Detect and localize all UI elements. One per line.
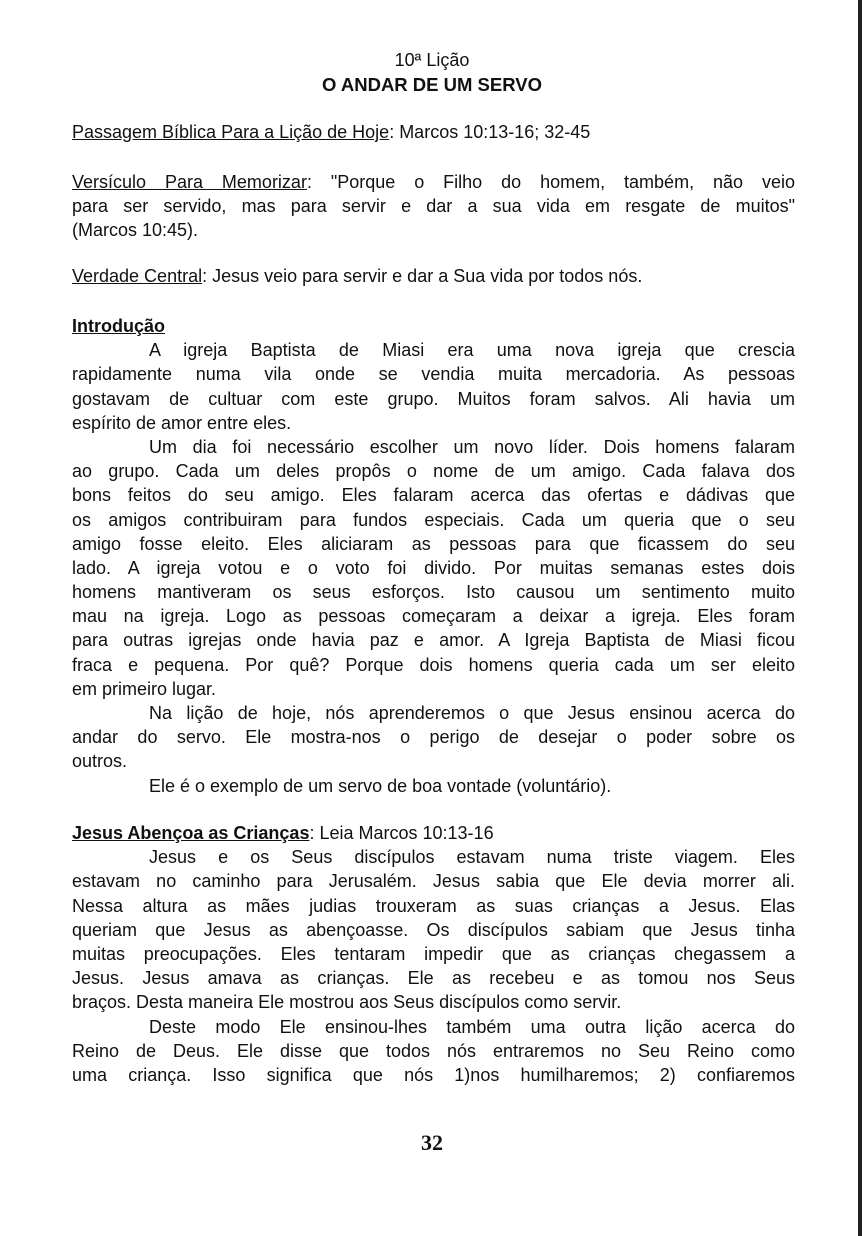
line-text: outros. <box>72 751 128 772</box>
text-line <box>72 918 795 942</box>
central-truth-section <box>72 264 795 288</box>
line-text: Na lição de hoje, nós aprenderemos o que Jesus ensinou acerca do <box>149 703 795 723</box>
line-text: lado. A igreja votou e o voto foi divido. Por muitas semanas estes dois <box>72 557 795 578</box>
line-text: Jesus. Jesus amava as crianças. Ele as recebeu e as tomou nos Seus <box>72 968 795 989</box>
text-line <box>72 942 795 966</box>
text-line <box>72 869 795 893</box>
scan-edge <box>858 0 862 1236</box>
line-text: ao grupo. Cada um deles propôs o nome de um amigo. Cada falava dos <box>72 461 795 482</box>
line-text: bons feitos do seu amigo. Eles falaram acerca das ofertas e dádivas que <box>72 485 795 506</box>
line-text: fraca e pequena. Por quê? Porque dois homens queria cada um ser eleito <box>72 654 795 675</box>
text-line <box>72 966 795 990</box>
section-label: Jesus Abençoa as Crianças <box>72 823 310 843</box>
line-text: andar do servo. Ele mostra-nos o perigo de desejar o poder sobre os <box>72 727 795 748</box>
line-text: mau na igreja. Logo as pessoas começaram a deixar a igreja. Eles foram <box>72 606 795 627</box>
text-line <box>72 725 795 749</box>
text-line <box>72 264 795 288</box>
section-label: Introdução <box>72 316 165 336</box>
line-text: (Marcos 10:45). <box>72 220 199 241</box>
line-text: estavam no caminho para Jerusalém. Jesus sabia que Ele devia morrer ali. <box>72 871 795 892</box>
text-line <box>72 120 795 144</box>
section-label: Versículo Para Memorizar <box>72 172 307 192</box>
text-line <box>72 701 795 725</box>
line-text: homens mantiveram os seus esforços. Isto causou um sentimento muito <box>72 582 795 603</box>
memory-verse-section <box>72 170 795 243</box>
line-text: : Marcos 10:13-16; 32-45 <box>389 122 591 142</box>
text-line <box>72 459 795 483</box>
line-text: gostavam de cultuar com este grupo. Muitos foram salvos. Ali havia um <box>72 388 795 409</box>
line-text: queriam que Jesus as abençoasse. Os discípulos sabiam que Jesus tinha <box>72 919 795 940</box>
lesson-title: O ANDAR DE UM SERVO <box>322 74 542 95</box>
text-line <box>72 677 795 701</box>
line-text: Reino de Deus. Ele disse que todos nós entraremos no Seu Reino como <box>72 1040 795 1061</box>
text-line <box>72 508 795 532</box>
text-line <box>72 845 795 869</box>
line-text: para outras igrejas onde havia paz e amor. A Igreja Baptista de Miasi ficou <box>72 630 795 651</box>
passage-section <box>72 120 795 144</box>
line-text: Ele é o exemplo de um servo de boa vontade (voluntário). <box>149 775 612 796</box>
text-line <box>72 1063 795 1087</box>
text-line <box>72 653 795 677</box>
text-line <box>72 483 795 507</box>
blessing-children-section <box>72 821 795 1087</box>
line-text: braços. Desta maneira Ele mostrou aos Seus discípulos como servir. <box>72 992 622 1013</box>
line-text: rapidamente numa vila onde se vendia muita mercadoria. As pessoas <box>72 364 795 385</box>
text-line <box>72 774 795 798</box>
line-text: Jesus e os Seus discípulos estavam numa triste viagem. Eles <box>149 847 795 868</box>
text-line <box>72 990 795 1014</box>
text-line <box>72 749 795 773</box>
text-line <box>72 628 795 652</box>
line-text: : Jesus veio para servir e dar a Sua vida por todos nós. <box>202 266 643 286</box>
text-line <box>72 1015 795 1039</box>
text-line <box>72 1039 795 1063</box>
section-label: Verdade Central <box>72 266 203 286</box>
text-line <box>72 387 795 411</box>
text-line <box>72 314 795 338</box>
line-text: amigo fosse eleito. Eles aliciaram as pessoas para que ficassem do seu <box>72 533 795 554</box>
text-line <box>72 411 795 435</box>
line-text: muitas preocupações. Eles tentaram impedir que as crianças chegassem a <box>72 943 795 964</box>
line-text: uma criança. Isso significa que nós 1)nos humilharemos; 2) confiaremos <box>72 1064 795 1085</box>
text-line <box>72 532 795 556</box>
line-text: os amigos contribuiram para fundos especiais. Cada um queria que o seu <box>72 509 795 530</box>
line-text: Deste modo Ele ensinou-lhes também uma outra lição acerca do <box>149 1016 795 1037</box>
text-line <box>72 218 795 242</box>
text-line <box>72 435 795 459</box>
text-line <box>72 604 795 628</box>
text-line <box>72 821 795 845</box>
line-text: Um dia foi necessário escolher um novo líder. Dois homens falaram <box>149 436 795 457</box>
text-line <box>72 894 795 918</box>
text-line <box>72 362 795 386</box>
section-label: Passagem Bíblica Para a Lição de Hoje <box>72 122 390 142</box>
text-line <box>72 338 795 362</box>
lesson-number: 10ª Lição <box>394 50 470 70</box>
introduction-section <box>72 314 795 798</box>
text-line <box>72 580 795 604</box>
line-text: Nessa altura as mães judias trouxeram as suas crianças a Jesus. Elas <box>72 895 795 916</box>
line-text: : "Porque o Filho do homem, também, não veio <box>306 172 795 192</box>
line-text: para ser servido, mas para servir e dar a sua vida em resgate de muitos" <box>72 196 795 217</box>
text-line <box>72 194 795 218</box>
line-text: espírito de amor entre eles. <box>72 412 292 433</box>
line-text: : Leia Marcos 10:13-16 <box>309 823 494 843</box>
line-text: em primeiro lugar. <box>72 678 217 699</box>
text-line <box>72 556 795 580</box>
text-line <box>72 170 795 194</box>
line-text: A igreja Baptista de Miasi era uma nova igreja que crescia <box>149 340 795 361</box>
page-number: 32 <box>421 1130 443 1155</box>
